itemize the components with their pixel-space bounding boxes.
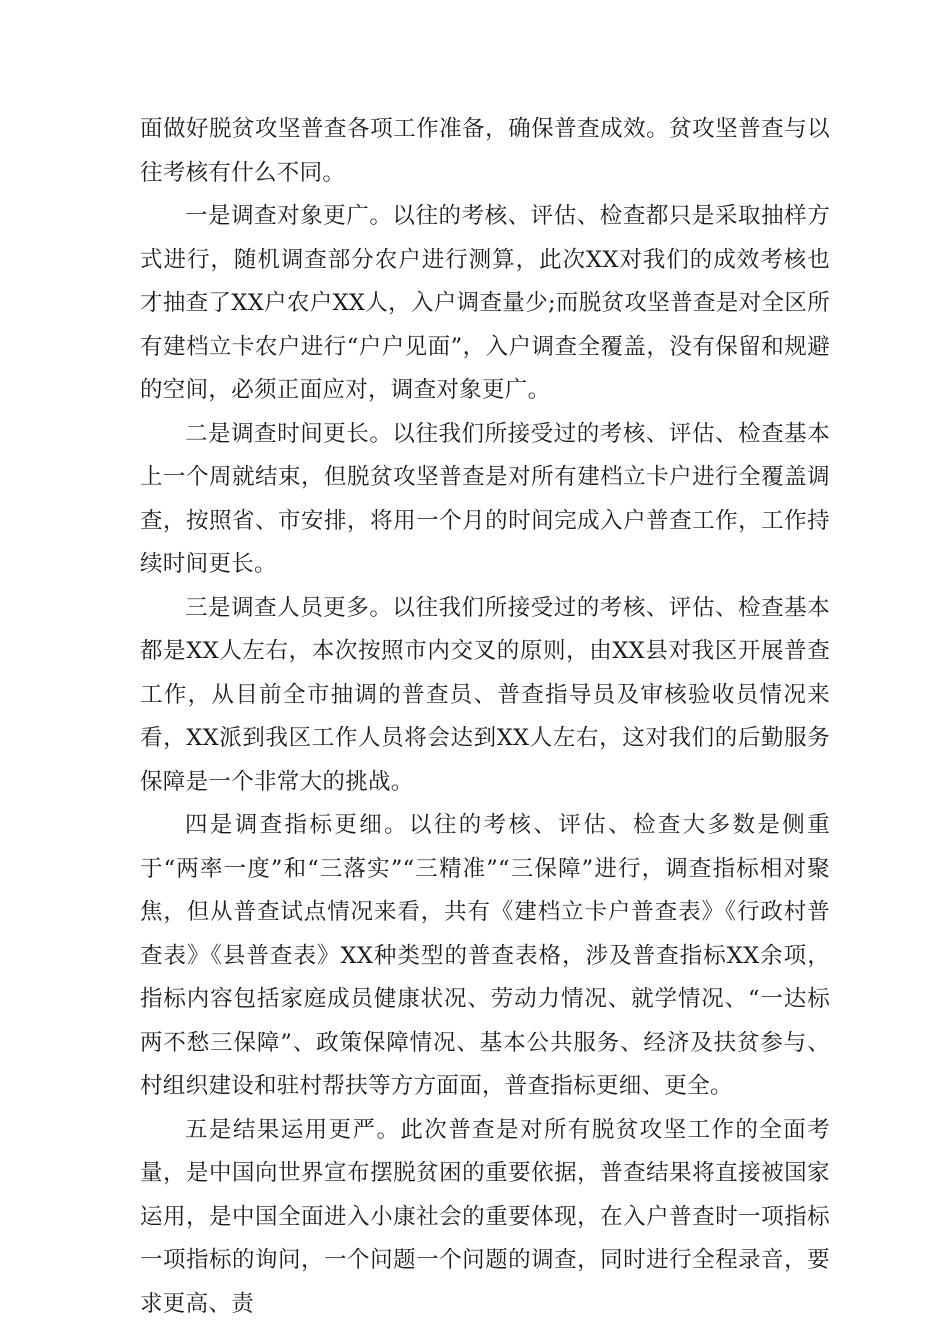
paragraph-point-4: 四是调查指标更细。以往的考核、评估、检查大多数是侧重于“两率一度”和“三落实”“三精准”“三保障”进行，调查指标相对聚焦，但从普查试点情况来看，共有《建档立卡户普查表》《行政村普查表》《县普查表》XX种类型的普查表格，涉及普查指标XX余项，指标内容包括家庭成员健康状况、劳动力情况、就学情况、“一达标两不愁三保障”、政策保障情况、基本公共服务、经济及扶贫参与、村组织建设和驻村帮扶等方方面面，普查指标更细、更全。 — [140, 804, 830, 1109]
paragraph-point-1: 一是调查对象更广。以往的考核、评估、检查都只是采取抽样方式进行，随机调查部分农户进行测算，此次XX对我们的成效考核也才抽查了XX户农户XX人，入户调查量少;而脱贫攻坚普查是对全区所有建档立卡农户进行“户户见面”，入户调查全覆盖，没有保留和规避的空间，必须正面应对，调查对象更广。 — [140, 195, 830, 413]
paragraph-point-5: 五是结果运用更严。此次普查是对所有脱贫攻坚工作的全面考量，是中国向世界宣布摆脱贫困的重要依据，普查结果将直接被国家运用，是中国全面进入小康社会的重要体现，在入户普查时一项指标一项指标的询问，一个问题一个问题的调查，同时进行全程录音，要求更高、责 — [140, 1109, 830, 1326]
paragraph-point-2: 二是调查时间更长。以往我们所接受过的考核、评估、检查基本上一个周就结束，但脱贫攻坚普查是对所有建档立卡户进行全覆盖调查，按照省、市安排，将用一个月的时间完成入户普查工作，工作持续时间更长。 — [140, 413, 830, 587]
document-body — [140, 108, 830, 1326]
paragraph-point-3: 三是调查人员更多。以往我们所接受过的考核、评估、检查基本都是XX人左右，本次按照市内交叉的原则，由XX县对我区开展普查工作，从目前全市抽调的普查员、普查指导员及审核验收员情况来看，XX派到我区工作人员将会达到XX人左右，这对我们的后勤服务保障是一个非常大的挑战。 — [140, 587, 830, 805]
paragraph-intro: 面做好脱贫攻坚普查各项工作准备，确保普查成效。贫攻坚普查与以往考核有什么不同。 — [140, 108, 830, 195]
